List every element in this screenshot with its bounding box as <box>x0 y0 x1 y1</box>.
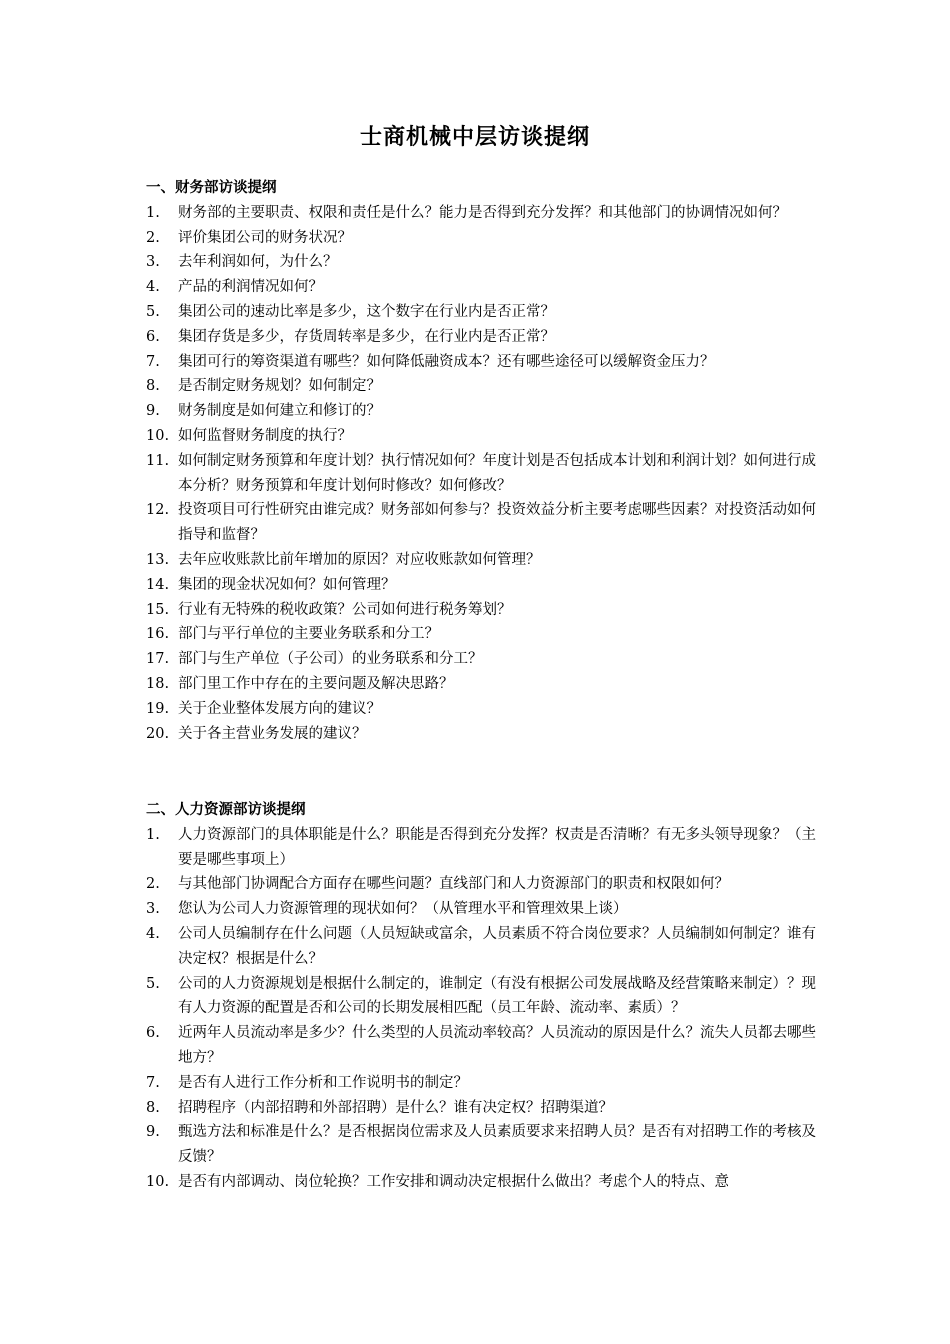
list-item <box>146 498 816 548</box>
list-item <box>146 823 816 873</box>
item-text: 部门与平行单位的主要业务联系和分工？ <box>178 626 439 643</box>
list-item <box>146 449 816 499</box>
item-number: 18. <box>146 675 170 692</box>
item-text: 产品的利润情况如何？ <box>178 279 323 296</box>
item-text: 集团公司的速动比率是多少，这个数字在行业内是否正常？ <box>178 303 555 320</box>
document-title: 士商机械中层访谈提纲 <box>359 124 590 150</box>
list-item <box>146 374 816 399</box>
list-item <box>146 548 816 573</box>
item-number: 8. <box>146 1099 160 1116</box>
item-text: 投资项目可行性研究由谁完成？财务部如何参与？投资效益分析主要考虑哪些因素？对投资活动如何指导和监督？ <box>178 502 816 544</box>
item-text: 是否有内部调动、岗位轮换？工作安排和调动决定根据什么做出？考虑个人的特点、意 <box>178 1173 729 1190</box>
section-finance <box>146 176 816 746</box>
list-item <box>146 897 816 922</box>
item-number: 10. <box>146 1173 170 1190</box>
list-item <box>146 922 816 972</box>
item-text: 行业有无特殊的税收政策？公司如何进行税务筹划？ <box>178 601 512 618</box>
item-text: 部门与生产单位（子公司）的业务联系和分工？ <box>178 651 483 668</box>
item-text: 是否制定财务规划？如何制定？ <box>178 378 381 395</box>
list-item <box>146 672 816 697</box>
item-text: 集团的现金状况如何？如何管理？ <box>178 576 396 593</box>
list-item <box>146 1096 816 1121</box>
item-text: 招聘程序（内部招聘和外部招聘）是什么？谁有决定权？招聘渠道？ <box>178 1099 613 1116</box>
item-number: 11. <box>146 452 170 469</box>
item-number: 19. <box>146 700 170 717</box>
item-number: 6. <box>146 328 160 345</box>
item-text: 您认为公司人力资源管理的现状如何？（从管理水平和管理效果上谈） <box>178 901 628 918</box>
item-text: 集团存货是多少，存货周转率是多少，在行业内是否正常？ <box>178 328 555 345</box>
item-text: 公司人员编制存在什么问题（人员短缺或富余，人员素质不符合岗位要求？人员编制如何制定？谁有决定权？根据是什么？ <box>178 925 816 967</box>
list-item <box>146 300 816 325</box>
list-item <box>146 647 816 672</box>
list-item <box>146 424 816 449</box>
list-item <box>146 226 816 251</box>
item-text: 近两年人员流动率是多少？什么类型的人员流动率较高？人员流动的原因是什么？流失人员都去哪些地方？ <box>178 1025 816 1066</box>
section-heading: 二、人力资源部访谈提纲 <box>146 801 306 818</box>
item-text: 去年利润如何，为什么？ <box>178 254 338 271</box>
question-list <box>146 201 816 747</box>
list-item <box>146 722 816 747</box>
list-item <box>146 1170 816 1195</box>
list-item <box>146 201 816 226</box>
item-number: 10. <box>146 427 170 444</box>
item-number: 5. <box>146 303 160 320</box>
list-item <box>146 972 816 1022</box>
item-text: 与其他部门协调配合方面存在哪些问题？直线部门和人力资源部门的职责和权限如何？ <box>178 876 729 893</box>
item-number: 6. <box>146 1025 160 1042</box>
item-number: 8. <box>146 378 160 395</box>
item-text: 部门里工作中存在的主要问题及解决思路？ <box>178 675 454 692</box>
list-item <box>146 1021 816 1071</box>
item-text: 是否有人进行工作分析和工作说明书的制定？ <box>178 1074 468 1091</box>
list-item <box>146 573 816 598</box>
list-item <box>146 622 816 647</box>
item-text: 去年应收账款比前年增加的原因？对应收账款如何管理？ <box>178 551 541 568</box>
item-number: 17. <box>146 651 170 668</box>
item-number: 1. <box>146 204 160 221</box>
item-number: 2. <box>146 229 160 246</box>
list-item <box>146 1120 816 1170</box>
list-item <box>146 275 816 300</box>
item-text: 财务制度是如何建立和修订的？ <box>178 403 381 420</box>
list-item <box>146 598 816 623</box>
item-text: 关于企业整体发展方向的建议？ <box>178 700 381 717</box>
item-number: 9. <box>146 1124 160 1141</box>
item-number: 13. <box>146 551 170 568</box>
item-text: 如何监督财务制度的执行？ <box>178 427 352 444</box>
item-text: 财务部的主要职责、权限和责任是什么？能力是否得到充分发挥？和其他部门的协调情况如何？ <box>178 204 787 221</box>
item-number: 3. <box>146 901 160 918</box>
item-number: 7. <box>146 1074 160 1091</box>
item-number: 7. <box>146 353 160 370</box>
item-number: 1. <box>146 826 160 843</box>
list-item <box>146 697 816 722</box>
item-number: 4. <box>146 925 160 942</box>
item-number: 2. <box>146 876 160 893</box>
item-number: 16. <box>146 626 170 643</box>
item-text: 甄选方法和标准是什么？是否根据岗位需求及人员素质要求来招聘人员？是否有对招聘工作的考核及反馈？ <box>178 1124 816 1166</box>
section-heading: 一、财务部访谈提纲 <box>146 179 277 196</box>
item-number: 14. <box>146 576 170 593</box>
item-number: 4. <box>146 279 160 296</box>
list-item <box>146 399 816 424</box>
list-item <box>146 1071 816 1096</box>
question-list <box>146 823 816 1195</box>
item-number: 9. <box>146 403 160 420</box>
item-text: 集团可行的筹资渠道有哪些？如何降低融资成本？还有哪些途径可以缓解资金压力？ <box>178 353 715 370</box>
item-text: 关于各主营业务发展的建议？ <box>178 725 367 742</box>
item-number: 5. <box>146 975 160 992</box>
list-item <box>146 872 816 897</box>
item-number: 3. <box>146 254 160 271</box>
item-text: 人力资源部门的具体职能是什么？职能是否得到充分发挥？权责是否清晰？有无多头领导现象？（主要是哪些事项上） <box>178 826 816 868</box>
item-text: 如何制定财务预算和年度计划？执行情况如何？年度计划是否包括成本计划和利润计划？如何进行成本分析？财务预算和年度计划何时修改？如何修改？ <box>178 452 816 494</box>
list-item <box>146 325 816 350</box>
item-text: 公司的人力资源规划是根据什么制定的，谁制定（有没有根据公司发展战略及经营策略来制定）？现有人力资源的配置是否和公司的长期发展相匹配（员工年龄、流动率、素质）？ <box>178 975 816 1017</box>
list-item <box>146 250 816 275</box>
item-text: 评价集团公司的财务状况？ <box>178 229 352 246</box>
item-number: 20. <box>146 725 170 742</box>
item-number: 12. <box>146 502 170 519</box>
item-number: 15. <box>146 601 170 618</box>
section-hr <box>146 798 816 1195</box>
list-item <box>146 350 816 375</box>
